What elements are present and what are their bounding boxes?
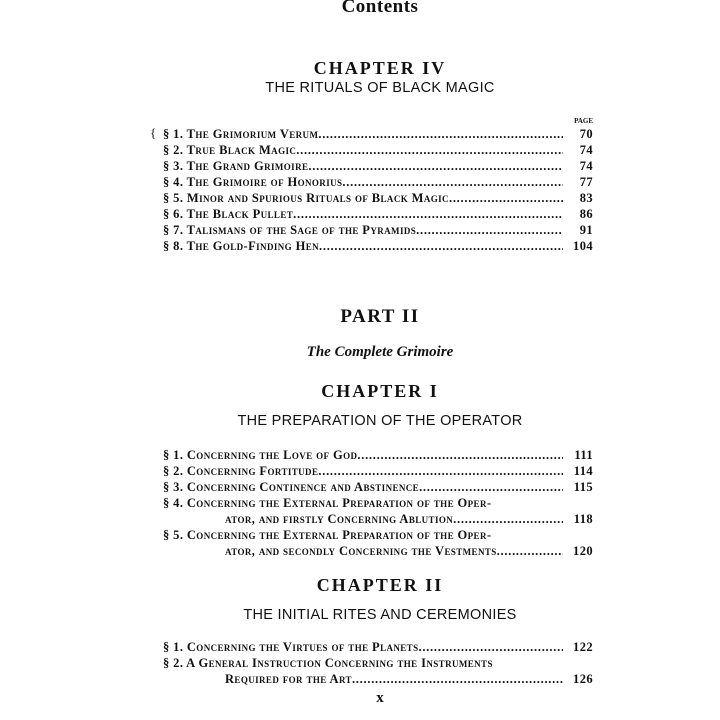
toc-entry[interactable]: § 2. Concerning Fortitude . . . 114 xyxy=(163,463,593,479)
toc-entry[interactable]: § 7. Talismans of the Sage of the Pyramids . . . 91 xyxy=(163,222,593,238)
toc-entry[interactable]: § 8. The Gold-Finding Hen . . . 104 xyxy=(163,238,593,254)
toc-entry-continuation[interactable]: Required for the Art . . . 126 xyxy=(163,671,593,687)
chapter-1-heading: CHAPTER I xyxy=(321,381,439,401)
toc-entry[interactable]: § 3. The Grand Grimoire . . . 74 xyxy=(163,158,593,174)
toc-entry[interactable]: § 2. A General Instruction Concerning the Instruments xyxy=(163,656,493,670)
chapter-2-heading: CHAPTER II xyxy=(316,575,444,595)
chapter-4-toc xyxy=(163,126,593,254)
part-2-subtitle: The Complete Grimoire xyxy=(306,344,454,360)
chapter-4-subtitle: THE RITUALS OF BLACK MAGIC xyxy=(265,80,495,96)
toc-entry[interactable]: § 4. Concerning the External Preparation of the Oper- xyxy=(163,496,492,510)
page-number: x xyxy=(376,690,384,706)
chapter-2-subtitle: THE INITIAL RITES AND CEREMONIES xyxy=(243,607,517,623)
chapter-4-heading: CHAPTER IV xyxy=(313,58,447,78)
toc-entry[interactable]: § 4. The Grimoire of Honorius . . . 77 xyxy=(163,174,593,190)
toc-entry[interactable]: § 5. Concerning the External Preparation of the Oper- xyxy=(163,528,492,542)
part-2-heading: PART II xyxy=(340,306,420,327)
toc-entry[interactable]: § 3. Concerning Continence and Abstinence . . . 115 xyxy=(163,479,593,495)
toc-entry[interactable]: § 1. Concerning the Virtues of the Planets . . . 122 xyxy=(163,639,593,655)
toc-entry[interactable]: § 1. The Grimorium Verum . . . 70 xyxy=(163,126,593,142)
toc-entry[interactable]: § 5. Minor and Spurious Rituals of Black Magic . . . 83 xyxy=(163,190,593,206)
page-title: Contents xyxy=(341,0,419,17)
chapter-2-toc xyxy=(163,639,593,687)
chapter-1-subtitle: THE PREPARATION OF THE OPERATOR xyxy=(237,413,523,429)
toc-entry[interactable]: § 6. The Black Pullet . . . 86 xyxy=(163,206,593,222)
toc-entry[interactable]: § 2. True Black Magic . . . 74 xyxy=(163,142,593,158)
chapter-1-toc xyxy=(163,447,593,559)
page-column-label: PAGE xyxy=(574,117,593,125)
toc-entry-continuation[interactable]: ator, and firstly Concerning Ablution . . . 118 xyxy=(163,511,593,527)
margin-mark: { xyxy=(150,125,157,140)
toc-entry[interactable]: § 1. Concerning the Love of God . . . 111 xyxy=(163,447,593,463)
toc-entry-continuation[interactable]: ator, and secondly Concerning the Vestments . . . 120 xyxy=(163,543,593,559)
